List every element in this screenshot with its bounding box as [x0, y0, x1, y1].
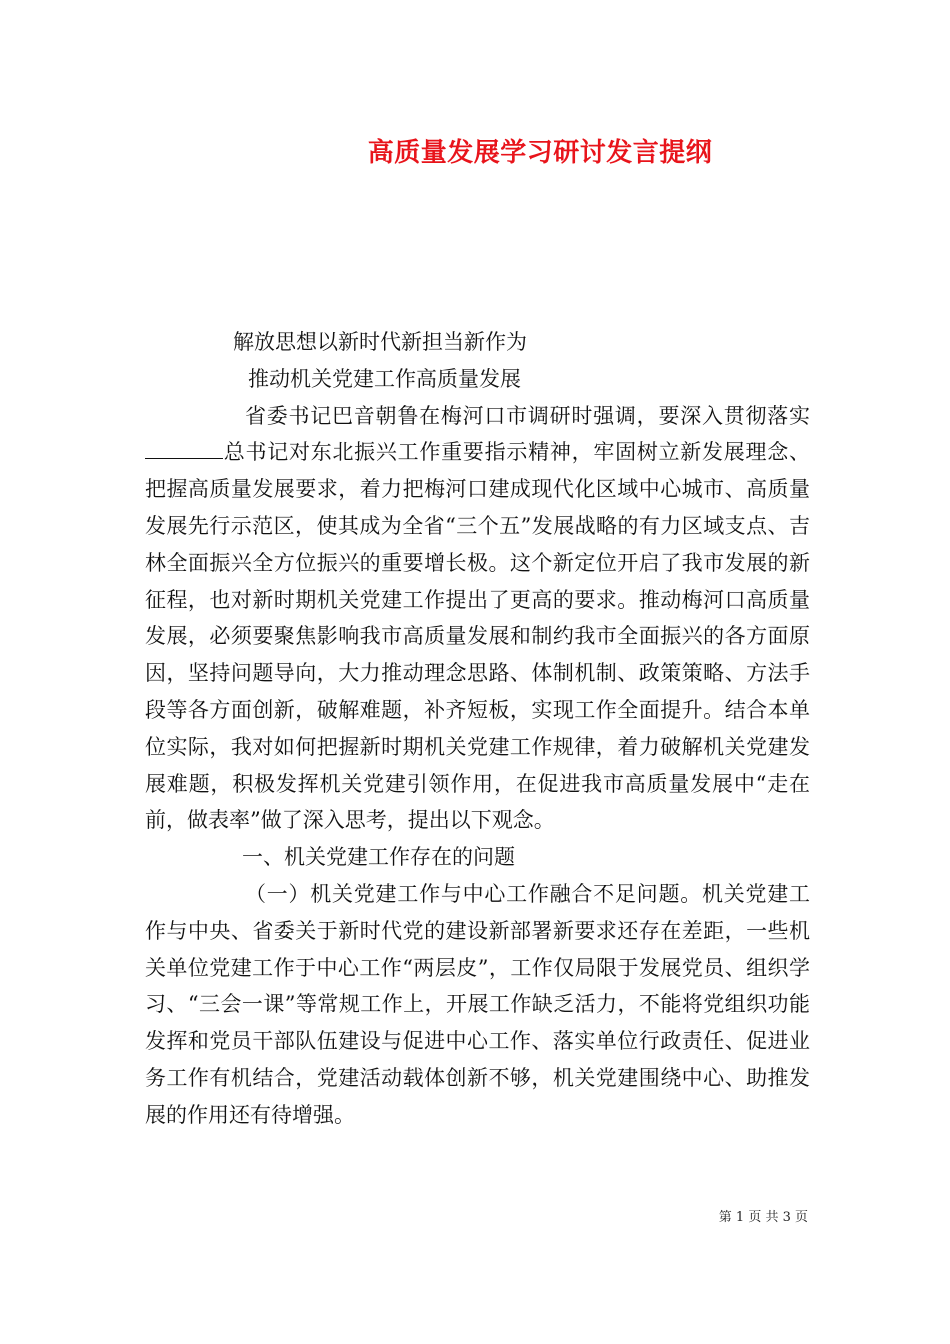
document-body — [145, 324, 810, 1134]
section-heading-1: 一、机关党建工作存在的问题 — [242, 845, 515, 870]
redacted-blank — [145, 437, 223, 459]
subtitle-line-2: 推动机关党建工作高质量发展 — [248, 366, 521, 391]
paragraph-1 — [145, 398, 810, 840]
subtitle-line-1: 解放思想以新时代新担当新作为 — [233, 330, 527, 354]
page-footer: 第 1 页 共 3 页 — [718, 1210, 808, 1225]
paragraph-1-start: 省委书记巴音朝鲁在梅河口市调研时强调，要深入贯彻落实 — [245, 403, 810, 428]
document-title: 高质量发展学习研讨发言提纲 — [367, 138, 713, 168]
paragraph-1-rest: 总书记对东北振兴工作重要指示精神，牢固树立新发展理念、把握高质量发展要求，着力把梅河口建成现代化区域中心城市、高质量发展先行示范区，使其成为全省“三个五”发展战略的有力区域支点、吉林全面振兴全方位振兴的重要增长极。这个新定位开启了我市发展的新征程，也对新时期机关党建工作提出了更高的要求。推动梅河口高质量发展，必须要聚焦影响我市高质量发展和制约我市全面振兴的各方面原因，坚持问题导向，大力推动理念思路、体制机制、政策策略、方法手段等各方面创新，破解难题，补齐短板，实现工作全面提升。结合本单位实际，我对如何把握新时期机关党建工作规律，着力破解机关党建发展难题，积极发挥机关党建引领作用，在促进我市高质量发展中“走在前，做表率”做了深入思考，提出以下观念。 — [145, 440, 810, 833]
paragraph-2: （一）机关党建工作与中心工作融合不足问题。机关党建工作与中央、省委关于新时代党的建设新部署新要求还存在差距，一些机关单位党建工作于中心工作“两层皮”，工作仅局限于发展党员、组织学习、“三会一课”等常规工作上，开展工作缺乏活力，不能将党组织功能发挥和党员干部队伍建设与促进中心工作、落实单位行政责任、促进业务工作有机结合，党建活动载体创新不够，机关党建围绕中心、助推发展的作用还有待增强。 — [145, 881, 810, 1127]
